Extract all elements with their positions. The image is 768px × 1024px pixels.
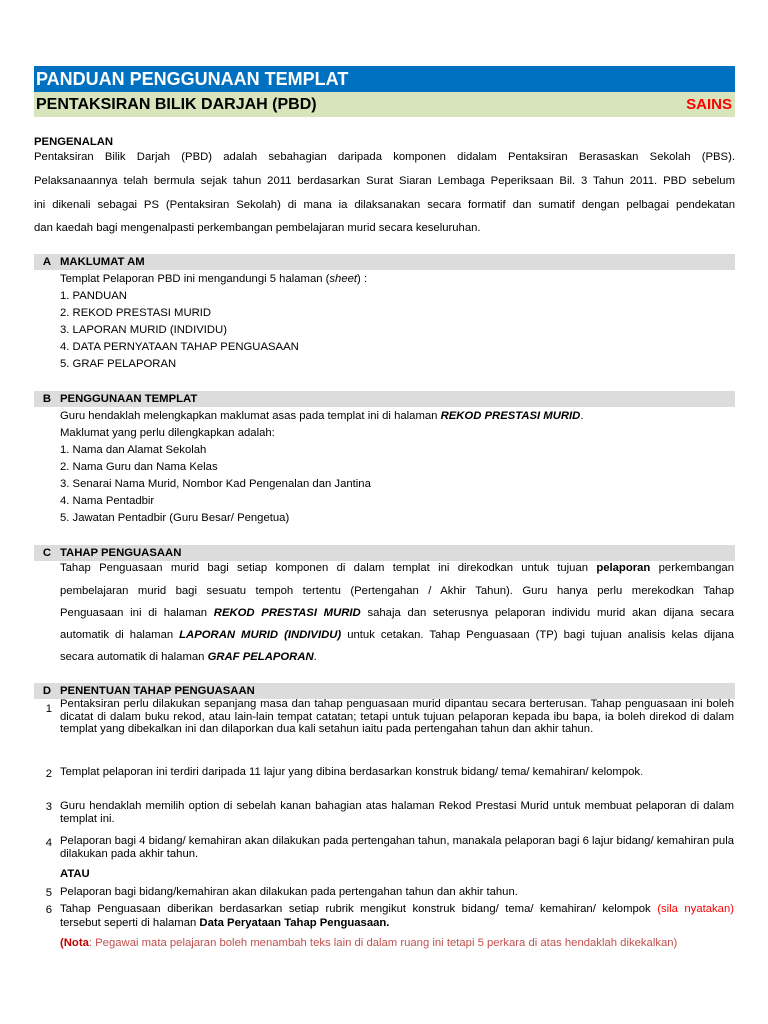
section-a-item: 4. DATA PERNYATAAN TAHAP PENGUASAAN — [60, 341, 299, 353]
section-b-item: 5. Jawatan Pentadbir (Guru Besar/ Pengetua) — [60, 512, 290, 524]
section-b-line-2: Maklumat yang perlu dilengkapkan adalah: — [60, 427, 275, 439]
section-d-para-6-bold: Data Peryataan Tahap Penguasaan. — [199, 916, 390, 929]
section-c-l3-text: Penguasaan ini di halaman — [60, 607, 214, 619]
section-c-bar — [34, 545, 735, 561]
intro-line-1: Pentaksiran Bilik Darjah (PBD) adalah sebahagian daripada komponen didalam Pentaksiran Berasaskan Sekolah (PBS). — [34, 151, 735, 163]
note-line — [60, 937, 677, 949]
section-c-l5-end: . — [313, 651, 317, 663]
note-text: : Pegawai mata pelajaran boleh menambah teks lain di dalam ruang ini tetapi 5 perkara di atas hendaklah dikekalkan) — [88, 937, 678, 949]
section-d-para-3: Guru hendaklah memilih option di sebelah kanan bahagian atas halaman Rekod Prestasi Murid untuk membuat pelaporan di dalam templat ini. — [60, 800, 734, 825]
section-d-bar — [34, 683, 735, 699]
section-c-line-1 — [60, 562, 734, 574]
section-d-para-4: Pelaporan bagi 4 bidang/ kemahiran akan dilakukan pada pertengahan tahun, manakala pelaporan bagi 6 lajur bidang/ kemahiran pula dilakukan pada akhir tahun. — [60, 835, 734, 860]
item-number: 6 — [45, 904, 52, 916]
section-b-lead-text: Guru hendaklah melengkapkan maklumat asas pada templat ini di halaman — [60, 410, 441, 422]
section-c-title: TAHAP PENGUASAAN — [60, 547, 182, 559]
section-c-l3-end: sahaja dan seterusnya pelaporan individu murid akan dijana secara — [360, 607, 734, 619]
note-open: ( — [60, 937, 64, 949]
section-a-title: MAKLUMAT AM — [60, 256, 145, 268]
section-a-lead-text: Templat Pelaporan PBD ini mengandungi 5 halaman ( — [60, 273, 330, 285]
section-d-para-1: Pentaksiran perlu dilakukan sepanjang masa dan tahap penguasaan murid dipantau secara berterusan. Tahap penguasaan ini boleh dicatat di dalam buku rekod, atau lain-lain tempat catatan; tetapi untuk tujuan pelaporan kepada ibu bapa, ia boleh direkod di dalam templat yang dibekalkan ini dan dilaporkan dua kali setahun iaitu pada pertengahan tahun dan akhir tahun. — [60, 698, 734, 735]
guide-subtitle: PENTAKSIRAN BILIK DARJAH (PBD) — [36, 96, 317, 113]
section-c-l4-text: automatik di halaman — [60, 629, 180, 641]
section-c-l5-text: secara automatik di halaman — [60, 651, 208, 663]
section-b-item: 1. Nama dan Alamat Sekolah — [60, 444, 207, 456]
section-d-para-5: Pelaporan bagi bidang/kemahiran akan dilakukan pada pertengahan tahun dan akhir tahun. — [60, 886, 518, 898]
section-d-para-6 — [60, 903, 734, 930]
atau-label: ATAU — [60, 868, 90, 880]
section-d-para-6-text: Tahap Penguasaan diberikan berdasarkan setiap rubrik mengikut konstruk bidang/ tema/ kemahiran/ kelompok — [60, 903, 658, 915]
section-c-letter: C — [42, 547, 52, 559]
guide-title-bar — [34, 66, 735, 92]
subject-label: SAINS — [686, 96, 732, 113]
subtitle-bar — [34, 92, 735, 117]
section-c-l3-bold: REKOD PRESTASI MURID — [213, 607, 361, 619]
item-number: 4 — [45, 837, 52, 849]
section-c-line-2: pembelajaran murid bagi sesuatu tempoh tertentu (Pertengahan / Akhir Tahun). Guru hanya perlu merekodkan Tahap — [60, 585, 734, 597]
section-a-item: 3. LAPORAN MURID (INDIVIDU) — [60, 324, 227, 336]
section-c-line-4 — [60, 629, 734, 641]
guide-title: PANDUAN PENGGUNAAN TEMPLAT — [36, 69, 349, 89]
section-c-line-5 — [60, 651, 734, 663]
item-number: 3 — [45, 801, 52, 813]
section-d-para-2-dot: . — [640, 766, 644, 778]
item-number: 5 — [45, 887, 52, 899]
section-a-bar — [34, 254, 735, 270]
intro-line-4: dan kaedah bagi mengenalpasti perkembangan pembelajaran murid secara keseluruhan. — [34, 222, 481, 234]
section-a-lead-end: ) : — [357, 273, 368, 285]
section-a-item: 2. REKOD PRESTASI MURID — [60, 307, 212, 319]
section-b-title: PENGGUNAAN TEMPLAT — [60, 393, 198, 405]
intro-line-2: Pelaksanaannya telah bermula sejak tahun 2011 berdasarkan Surat Siaran Lembaga Peperiksaan Bil. 3 Tahun 2011. PBD sebelum — [34, 175, 735, 187]
section-d-para-2-text: Templat pelaporan ini terdiri daripada 11 lajur yang dibina berdasarkan konstruk bidang/ tema/ kemahiran/ kelompok — [60, 766, 641, 778]
section-a-lead-italic: sheet — [329, 273, 358, 285]
section-d-para-6-mid: tersebut seperti di halaman — [60, 916, 200, 929]
section-d-title: PENENTUAN TAHAP PENGUASAAN — [60, 685, 255, 697]
section-c-l4-end: untuk cetakan. Tahap Penguasaan (TP) bagi tujuan analisis kelas dijana — [341, 629, 735, 641]
intro-line-3: ini dikenali sebagai PS (Pentaksiran Sekolah) di mana ia dilaksanakan secara formatif dan sumatif dengan pelbagai pendekatan — [34, 199, 735, 211]
section-b-lead-end: . — [580, 410, 584, 422]
section-c-l1-bold: pelaporan — [596, 562, 651, 574]
item-number: 1 — [45, 703, 52, 715]
section-b-lead — [60, 410, 583, 422]
section-c-l1-text: Tahap Penguasaan murid bagi setiap komponen di dalam templat ini direkodkan untuk tujuan — [60, 562, 597, 574]
section-b-lead-bold: REKOD PRESTASI MURID — [440, 410, 581, 422]
section-d-letter: D — [42, 685, 52, 697]
section-a-item: 5. GRAF PELAPORAN — [60, 358, 177, 370]
section-c-l5-bold: GRAF PELAPORAN — [207, 651, 314, 663]
section-b-letter: B — [42, 393, 52, 405]
section-d-para-6-red: (sila nyatakan) — [657, 903, 734, 915]
intro-heading: PENGENALAN — [34, 136, 114, 148]
section-b-item: 2. Nama Guru dan Nama Kelas — [60, 461, 218, 473]
section-a-lead — [60, 273, 367, 285]
section-c-line-3 — [60, 607, 734, 619]
item-number: 2 — [45, 768, 52, 780]
section-c-l4-bold: LAPORAN MURID (INDIVIDU) — [179, 629, 342, 641]
note-label: Nota — [63, 937, 89, 949]
section-a-item: 1. PANDUAN — [60, 290, 127, 302]
section-c-l1-end: perkembangan — [650, 562, 735, 574]
section-a-letter: A — [42, 256, 52, 268]
section-b-item: 4. Nama Pentadbir — [60, 495, 155, 507]
section-b-item: 3. Senarai Nama Murid, Nombor Kad Pengenalan dan Jantina — [60, 478, 371, 490]
section-d-para-2 — [60, 766, 734, 778]
section-b-bar — [34, 391, 735, 407]
